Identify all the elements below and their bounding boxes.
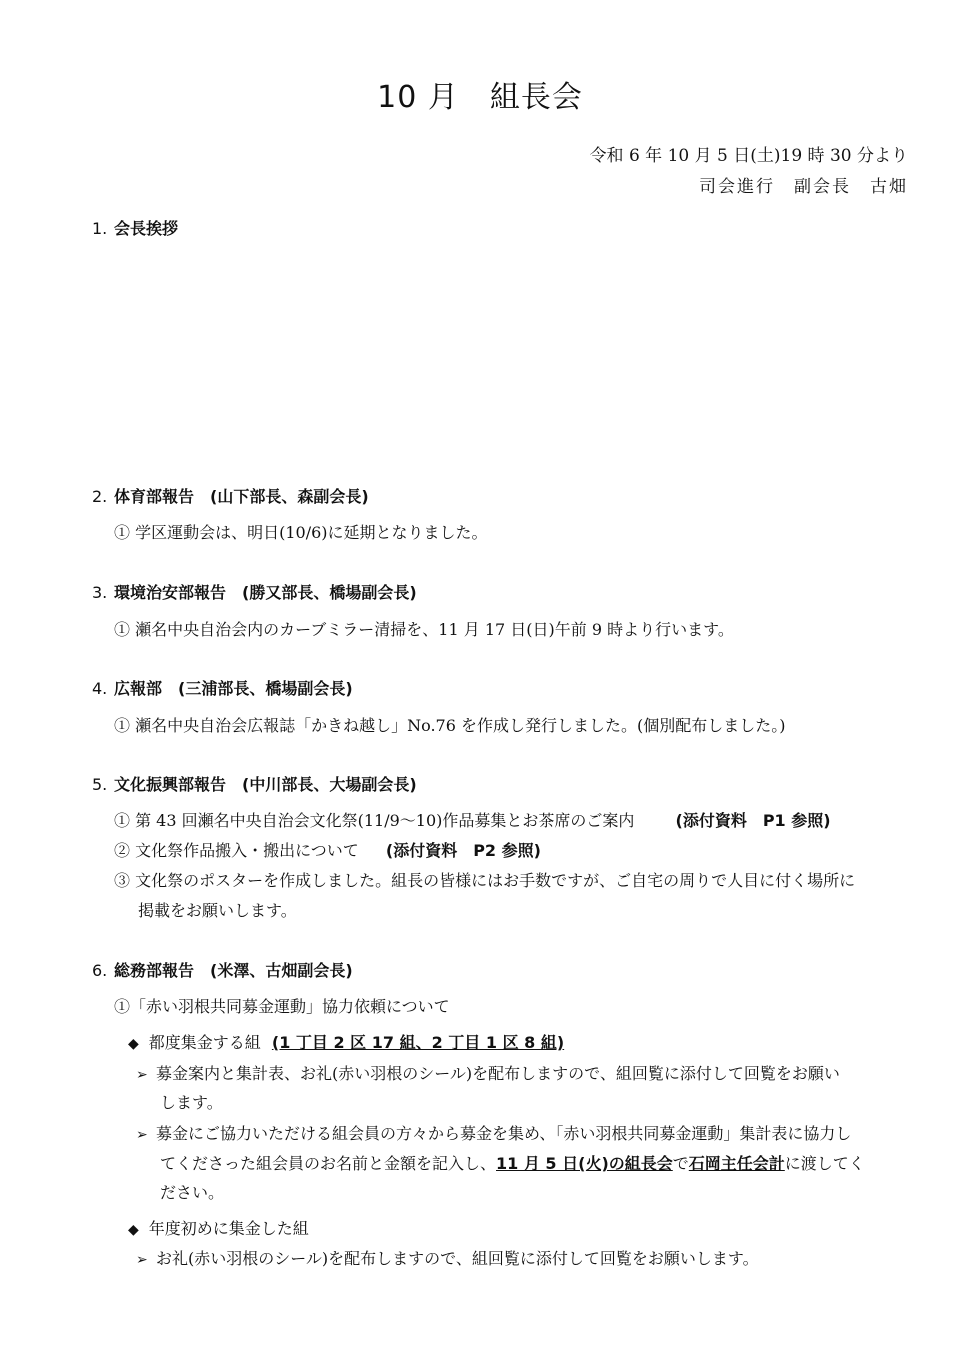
attachment-reference: (添付資料 P1 参照) — [675, 811, 831, 830]
section-title: 体育部報告 (山下部長、森副会長) — [114, 487, 369, 506]
section-title: 会長挨拶 — [114, 219, 179, 238]
arrowhead-icon: ➢ — [136, 1067, 148, 1083]
section-title: 環境治安部報告 (勝又部長、橋場副会長) — [114, 583, 417, 602]
section-title: 総務部報告 (米澤、古畑副会長) — [114, 961, 353, 980]
treasurer-highlight: 石岡主任会計 — [688, 1154, 785, 1173]
section-1-heading — [92, 216, 178, 239]
bullet-text: に渡してく — [784, 1154, 865, 1173]
bullet-item-2-line-3: ださい。 — [160, 1183, 225, 1202]
section-5-item-3: ③ 文化祭のポスターを作成しました。組長の皆様にはお手数ですが、ご自宅の周りで人目に付く場所に — [114, 871, 856, 890]
section-6-heading — [92, 958, 353, 981]
arrowhead-icon: ➢ — [136, 1127, 148, 1143]
section-4-item-1: ① 瀬名中央自治会広報誌「かきね越し」No.76 を作成し発行しました。(個別配布しました。) — [114, 716, 786, 735]
section-5-item-1 — [114, 808, 831, 831]
diamond-item-collected-at-start — [128, 1216, 309, 1239]
bullet-text: で — [672, 1154, 689, 1173]
item-text: ① 第 43 回瀬名中央自治会文化祭(11/9～10)作品募集とお茶席のご案内 — [114, 811, 635, 830]
meeting-chair: 司会進行 副会長 古畑 — [699, 177, 908, 197]
section-number: 5. — [92, 775, 108, 794]
section-number: 2. — [92, 487, 108, 506]
bullet-text: 募金にご協力いただける組会員の方々から募金を集め、「赤い羽根共同募金運動」集計表に協力し — [156, 1124, 852, 1143]
diamond-item-collect-each-time — [128, 1030, 564, 1053]
section-number: 4. — [92, 679, 108, 698]
section-5-item-3-continued: 掲載をお願いします。 — [138, 901, 297, 920]
section-5-heading — [92, 772, 417, 795]
bullet-text: 募金案内と集計表、お礼(赤い羽根のシール)を配布しますので、組回覧に添付して回覧をお願い — [156, 1064, 840, 1083]
diamond-label: 都度集金する組 — [148, 1033, 261, 1052]
section-number: 1. — [92, 219, 108, 238]
bullet-item-3 — [136, 1246, 759, 1269]
meeting-date: 令和 6 年 10 月 5 日(土)19 時 30 分より — [589, 146, 908, 166]
section-number: 6. — [92, 961, 108, 980]
section-3-heading — [92, 580, 417, 603]
bullet-item-2-line-2 — [160, 1151, 865, 1174]
bullet-text: てくださった組会員のお名前と金額を記入し、 — [160, 1154, 497, 1173]
item-text: ② 文化祭作品搬入・搬出について — [114, 841, 359, 860]
page-title: 10 月 組長会 — [377, 80, 583, 115]
section-2-item-1: ① 学区運動会は、明日(10/6)に延期となりました。 — [114, 523, 488, 542]
section-title: 文化振興部報告 (中川部長、大場副会長) — [114, 775, 417, 794]
section-2-heading — [92, 484, 369, 507]
attachment-reference: (添付資料 P2 参照) — [385, 841, 541, 860]
section-number: 3. — [92, 583, 108, 602]
section-title: 広報部 (三浦部長、橋場副会長) — [114, 679, 353, 698]
bullet-item-1 — [136, 1061, 840, 1084]
section-3-item-1: ① 瀬名中央自治会内のカーブミラー清掃を、11 月 17 日(日)午前 9 時より行います。 — [114, 620, 734, 639]
bullet-text: お礼(赤い羽根のシール)を配布しますので、組回覧に添付して回覧をお願いします。 — [156, 1249, 759, 1268]
section-6-item-1: ①「赤い羽根共同募金運動」協力依頼について — [114, 997, 450, 1016]
arrowhead-icon: ➢ — [136, 1252, 148, 1268]
bullet-item-1-continued: します。 — [160, 1093, 223, 1112]
group-detail: (1 丁目 2 区 17 組、2 丁目 1 区 8 組) — [271, 1033, 565, 1052]
bullet-item-2 — [136, 1121, 851, 1144]
black-diamond-icon: ◆ — [128, 1222, 139, 1238]
section-5-item-2 — [114, 838, 541, 861]
meeting-date-highlight: 11 月 5 日(火)の組長会 — [496, 1154, 673, 1173]
black-diamond-icon: ◆ — [128, 1036, 139, 1052]
section-4-heading — [92, 676, 353, 699]
diamond-label: 年度初めに集金した組 — [148, 1219, 309, 1238]
